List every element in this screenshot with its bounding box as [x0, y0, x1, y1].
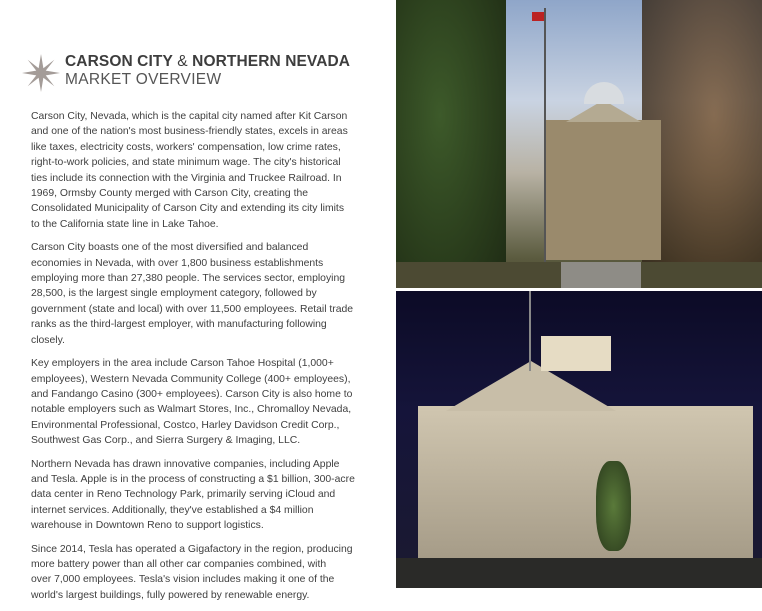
- paragraph-line: employees), Western Nevada Community College (400+ employees),: [31, 373, 351, 385]
- paragraph-line: warehouse in Downtown Reno to support logistics.: [31, 520, 264, 532]
- title-part1: CARSON CITY: [65, 53, 173, 70]
- page-title: [65, 53, 350, 89]
- paragraph: [31, 457, 381, 534]
- paragraph-line: Key employers in the area include Carson Tahoe Hospital (1,000+: [31, 358, 334, 370]
- paragraph-line: Consolidated Municipality of Carson City and extending its city limits: [31, 203, 345, 215]
- paragraph-line: right-to-work policies, and state minimum wage. The city's historical: [31, 157, 341, 169]
- paragraph-line: world's largest buildings, fully powered by renewable energy.: [31, 589, 310, 601]
- paragraph-line: Environmental Professional, Costco, Harley Davidson Credit Corp.,: [31, 419, 340, 431]
- paragraph-line: and one of the nation's most business-friendly states, excels in areas: [31, 126, 348, 138]
- paragraph-line: ranks as the third-largest employer, with manufacturing following: [31, 319, 327, 331]
- paragraph-line: more battery power than all other car companies combined, with: [31, 558, 327, 570]
- paragraph-line: Carson City, Nevada, which is the capital city named after Kit Carson: [31, 111, 348, 122]
- paragraph-line: economies in Nevada, with over 1,800 business establishments: [31, 257, 324, 269]
- paragraph-line: Southwest Gas Corp., and Sierra Surgery & Imaging, LLC.: [31, 435, 301, 447]
- paragraph: [31, 109, 381, 232]
- title-part2: NORTHERN NEVADA: [192, 53, 351, 70]
- paragraph-line: like taxes, electricity costs, workers' compensation, low crime rates,: [31, 141, 341, 153]
- paragraph-line: internet services. Additionally, they've established a $4 million: [31, 504, 314, 516]
- star-icon: [22, 54, 60, 92]
- paragraph-line: government (state and local) with over 11,500 employees. Retail trade: [31, 303, 354, 315]
- paragraph-line: 1969, Ormsby County merged with Carson City, creating the: [31, 188, 309, 200]
- paragraph: [31, 240, 381, 348]
- paragraph-line: notable employers such as Walmart Stores, Inc., Chromalloy Nevada,: [31, 404, 352, 416]
- paragraph-line: Northern Nevada has drawn innovative companies, including Apple: [31, 458, 340, 470]
- title-ampersand: &: [172, 53, 193, 70]
- paragraph-line: over 7,000 employees. Tesla's vision includes making it one of the: [31, 574, 335, 586]
- page-subtitle: MARKET OVERVIEW: [65, 71, 222, 88]
- paragraph-line: to the California state line in Lake Tahoe.: [31, 218, 219, 230]
- paragraph: [31, 356, 381, 448]
- capitol-day-photo: [396, 0, 762, 288]
- paragraph-line: 28,500, is the largest single employment category, followed by: [31, 288, 317, 300]
- paragraph: [31, 542, 381, 604]
- paragraph-line: data center in Reno Technology Park, primarily serving iCloud and: [31, 489, 336, 501]
- capitol-night-photo: [396, 291, 762, 588]
- paragraph-line: closely.: [31, 334, 65, 346]
- paragraph-line: employing more than 27,380 people. The services sector, employing: [31, 273, 346, 285]
- paragraph-line: and Fandango Casino (300+ employees). Carson City is also home to: [31, 388, 353, 400]
- paragraph-line: ties include its connection with the Virginia and Truckee Railroad. In: [31, 172, 342, 184]
- paragraph-line: Since 2014, Tesla has operated a Gigafactory in the region, producing: [31, 543, 353, 555]
- paragraph-line: and Tesla. Apple is in the process of constructing a $1 billion, 300-acre: [31, 473, 355, 485]
- body-text: [31, 109, 381, 611]
- paragraph-line: Carson City boasts one of the most diversified and balanced: [31, 242, 309, 254]
